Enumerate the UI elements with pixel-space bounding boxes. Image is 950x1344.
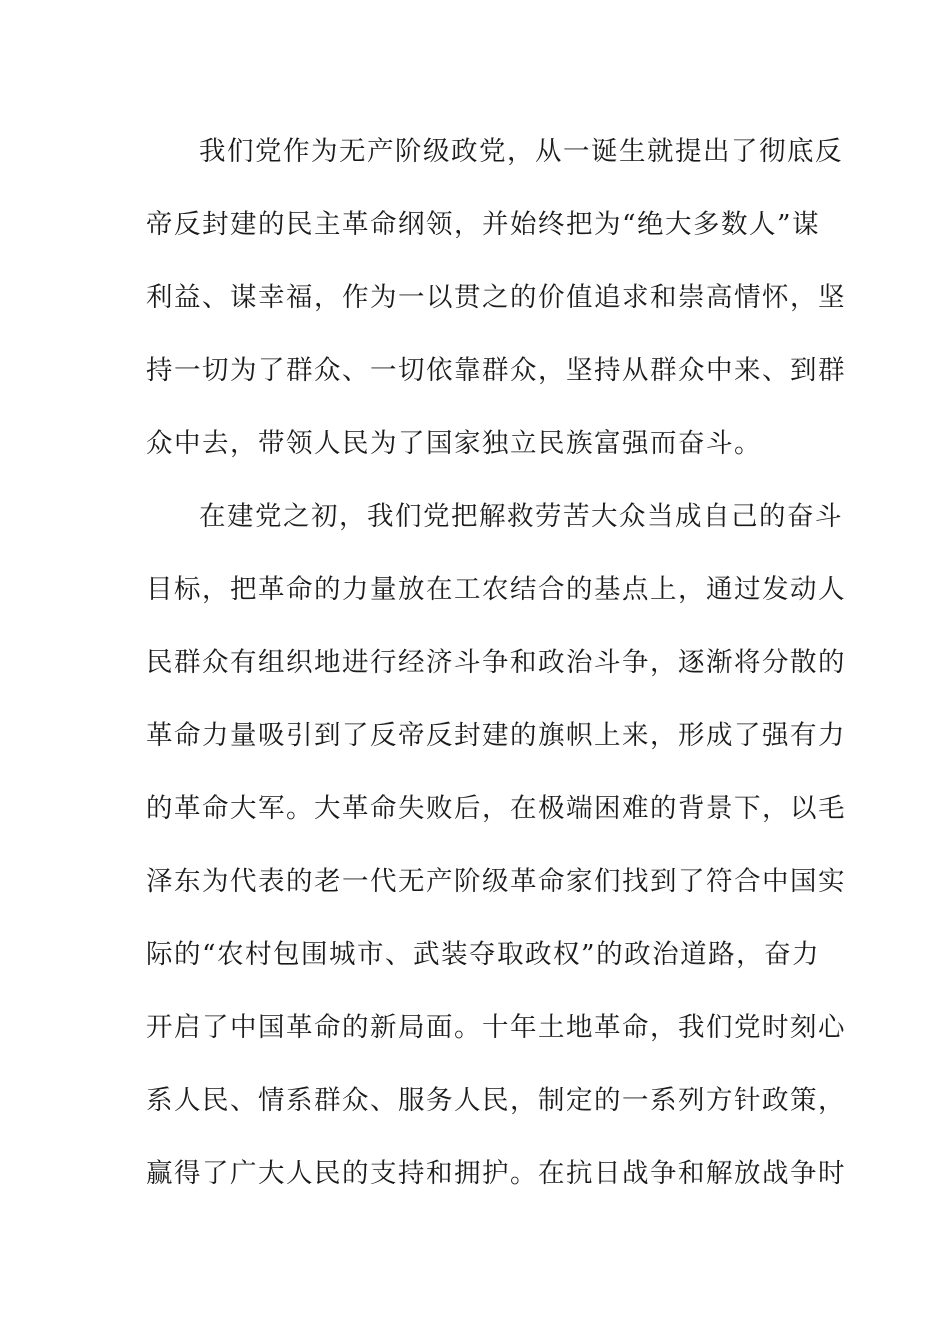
text-line: 帝反封建的民主革命纲领，并始终把为“绝大多数人”谋 bbox=[146, 209, 821, 240]
text-line: 的革命大军。大革命失败后，在极端困难的背景下，以毛 bbox=[146, 793, 846, 824]
text-line: 赢得了广大人民的支持和拥护。在抗日战争和解放战争时 bbox=[146, 1158, 846, 1189]
text-line: 我们党作为无产阶级政党，从一诞生就提出了彻底反 bbox=[199, 136, 843, 167]
text-line: 目标，把革命的力量放在工农结合的基点上，通过发动人 bbox=[146, 574, 846, 605]
paragraph-1 bbox=[146, 126, 846, 491]
text-line: 泽东为代表的老一代无产阶级革命家们找到了符合中国实 bbox=[146, 866, 846, 897]
document-body bbox=[146, 126, 846, 1221]
text-line: 际的“农村包围城市、武装夺取政权”的政治道路，奋力 bbox=[146, 939, 821, 970]
text-line: 在建党之初，我们党把解救劳苦大众当成自己的奋斗 bbox=[199, 501, 843, 532]
text-line: 系人民、情系群众、服务人民，制定的一系列方针政策， bbox=[146, 1085, 846, 1116]
text-line: 利益、谋幸福，作为一以贯之的价值追求和崇高情怀，坚 bbox=[146, 282, 846, 313]
text-line: 革命力量吸引到了反帝反封建的旗帜上来，形成了强有力 bbox=[146, 720, 846, 751]
text-line: 民群众有组织地进行经济斗争和政治斗争，逐渐将分散的 bbox=[146, 647, 846, 678]
text-line: 众中去，带领人民为了国家独立民族富强而奋斗。 bbox=[146, 428, 762, 459]
text-line: 开启了中国革命的新局面。十年土地革命，我们党时刻心 bbox=[146, 1012, 846, 1043]
text-line: 持一切为了群众、一切依靠群众，坚持从群众中来、到群 bbox=[146, 355, 846, 386]
paragraph-2 bbox=[146, 491, 846, 1221]
